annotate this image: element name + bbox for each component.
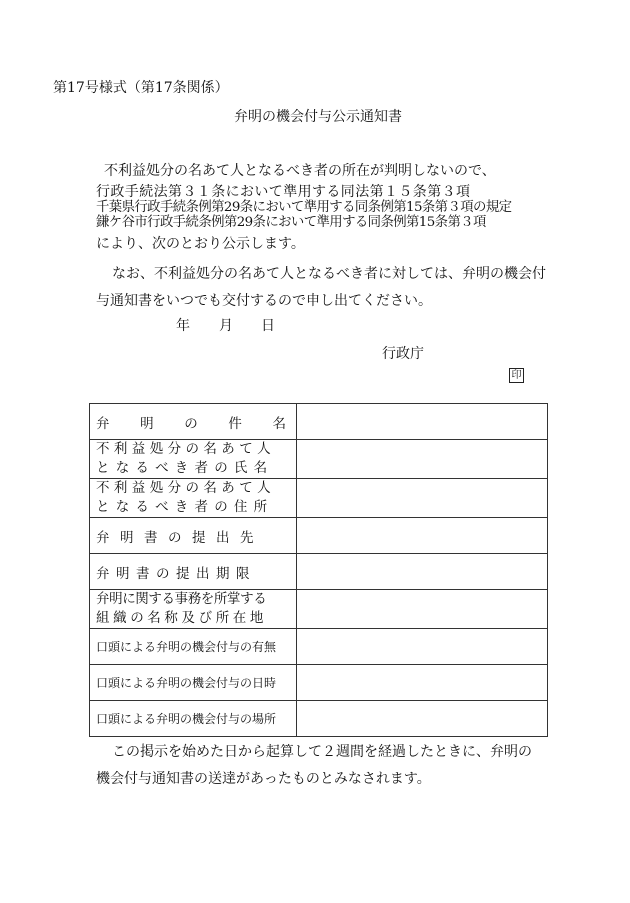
seal-mark: 印 [509,368,524,383]
table-label-cell [90,440,297,479]
table-row [90,440,548,479]
label-char: 名 [272,415,286,432]
date-day: 日 [261,318,275,334]
label-char: 件 [228,415,242,432]
label-char: 弁 [96,415,110,432]
table-value-cell [297,554,548,590]
date-month: 月 [219,318,233,334]
table-label-cell [90,629,297,665]
table-label-cell [90,479,297,518]
label-deadline: 弁明書の提出期限 [96,565,256,582]
table-label-cell [90,404,297,440]
table-value-cell [297,701,548,737]
intro-line-1: 不利益処分の名あて人となるべき者の所在が判明しないので、 [104,163,496,179]
table-row [90,479,548,518]
notice-line-1: なお、不利益処分の名あて人となるべき者に対しては、弁明の機会付 [112,266,546,282]
table-value-cell [297,518,548,554]
label-char: の [184,415,198,432]
label-oral-place: 口頭による弁明の機会付与の場所 [96,712,277,726]
table-row [90,554,548,590]
label-oral-datetime: 口頭による弁明の機会付与の日時 [96,676,277,690]
label-name-line-1: 不利益処分の名あて人 [96,441,275,457]
intro-line-3: 千葉県行政手続条例第29条において準用する同条例第15条第３項の規定 [96,200,512,215]
label-char: 明 [140,415,154,432]
table-label-cell [90,518,297,554]
table-row [90,701,548,737]
table-value-cell [297,629,548,665]
table-label-cell [90,665,297,701]
table-value-cell [297,665,548,701]
table-row [90,665,548,701]
table-row [90,629,548,665]
notice-form-table [89,403,548,737]
intro-line-4: 鎌ケ谷市行政手続条例第29条において準用する同条例第15条第３項 [96,215,486,230]
label-address-line-1: 不利益処分の名あて人 [96,480,275,496]
footer-line-2: 機会付与通知書の送達があったものとみなされます。 [96,771,431,787]
form-number: 第17号様式（第17条関係） [53,80,229,96]
label-oral-yesno: 口頭による弁明の機会付与の有無 [96,640,277,654]
intro-line-5: により、次のとおり公示します。 [96,236,305,252]
label-office-line-1: 弁明に関する事務を所掌する [96,591,267,607]
table-label-cell [90,554,297,590]
table-value-cell [297,479,548,518]
table-row [90,518,548,554]
table-value-cell [297,590,548,629]
table-value-cell [297,440,548,479]
notice-line-2: 与通知書をいつでも交付するので申し出てください。 [96,293,432,309]
footer-line-1: この掲示を始めた日から起算して２週間を経過したときに、弁明の [112,744,532,760]
table-row [90,404,548,440]
date-year: 年 [176,318,190,334]
intro-line-2: 行政手続法第３１条において準用する同法第１５条第３項 [96,184,471,200]
agency-label: 行政庁 [382,346,424,362]
label-subject [96,412,296,432]
table-row [90,590,548,629]
table-label-cell [90,701,297,737]
label-name-line-2: となるべき者の氏名 [96,460,274,476]
document-title: 弁明の機会付与公示通知書 [234,109,402,125]
label-submit-to: 弁明書の提出先 [96,529,264,546]
table-value-cell [297,404,548,440]
label-office-line-2: 組織の名称及び所在地 [96,610,267,626]
table-label-cell [90,590,297,629]
label-address-line-2: となるべき者の住所 [96,499,274,515]
